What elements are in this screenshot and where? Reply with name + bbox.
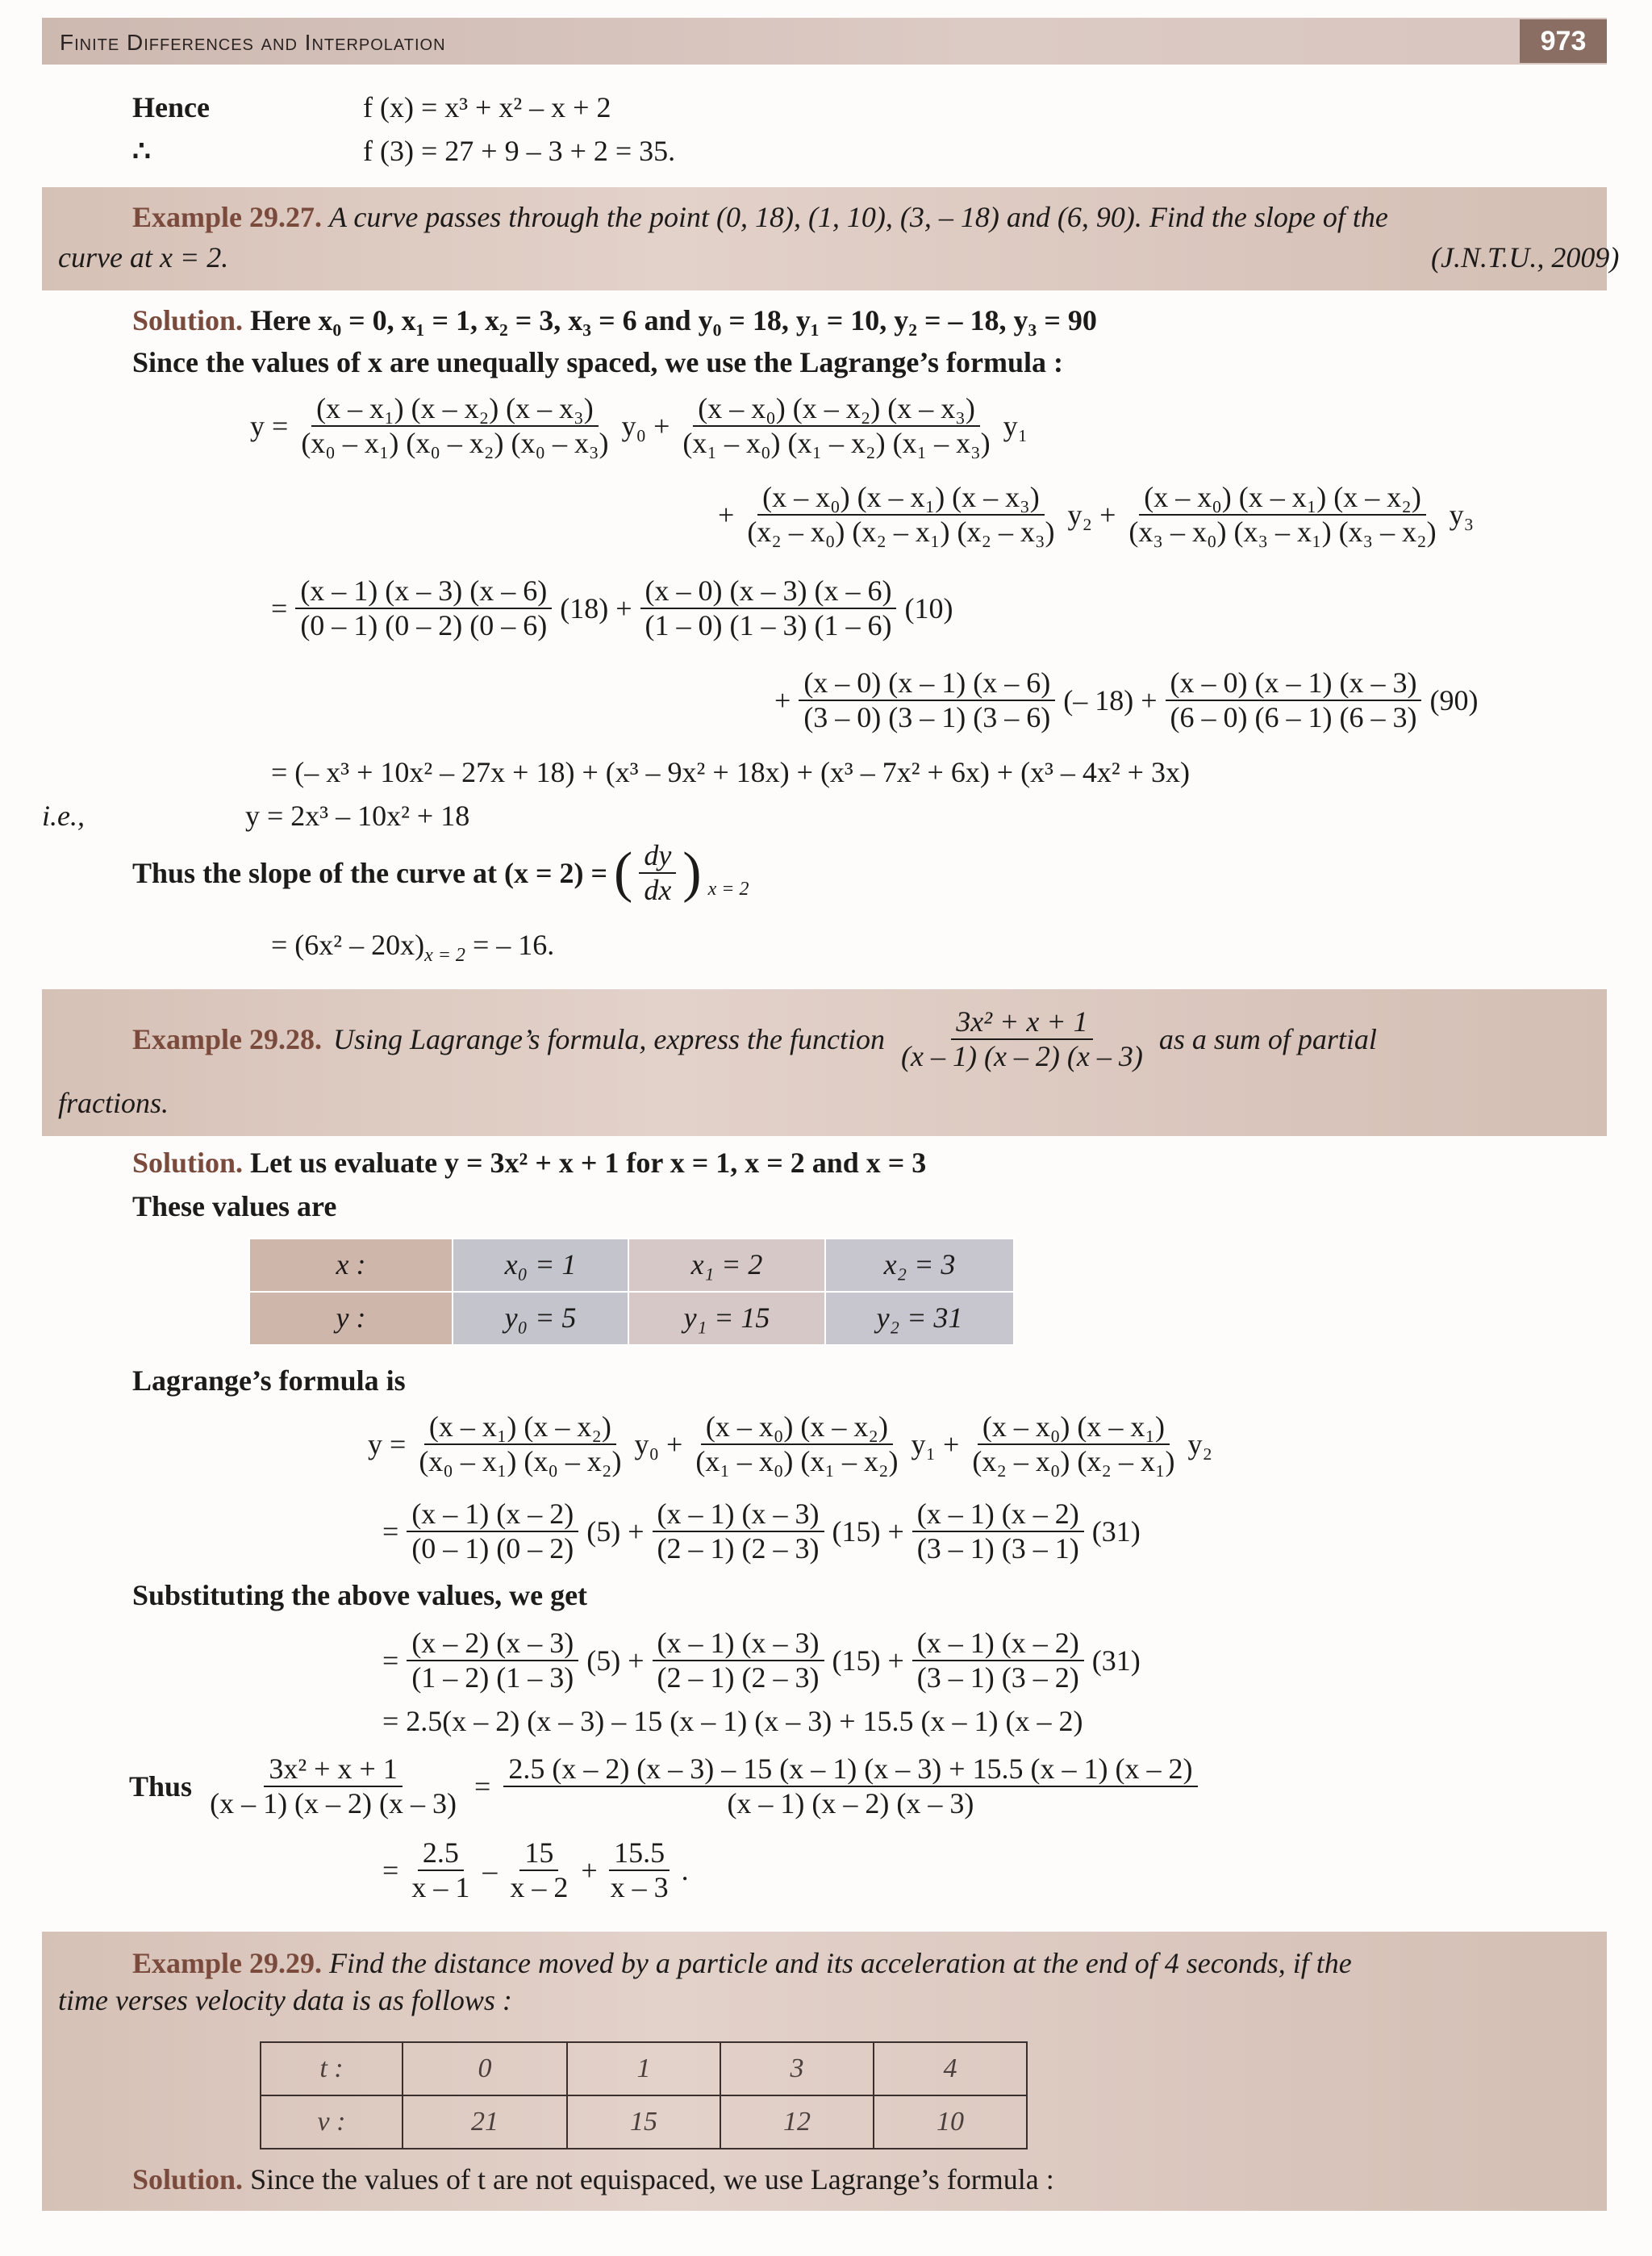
x-label-cell: x : (249, 1239, 453, 1292)
solution-29-text: Since the values of t are not equispaced, we use Lagrange’s formula : (250, 2163, 1054, 2195)
t-value-cell: 1 (567, 2042, 720, 2095)
fraction-term3 (742, 481, 1059, 549)
plus-sign: + (718, 498, 735, 531)
fraction-den: x – 1 (411, 1871, 470, 1904)
fraction-g1 (295, 574, 552, 643)
fraction-m1 (407, 1498, 578, 1566)
t-label-cell: t : (261, 2042, 403, 2095)
slope-text: Thus the slope of the curve at (x = 2) = (132, 856, 607, 889)
fraction-den: (6 – 0) (6 – 1) (6 – 3) (1170, 701, 1417, 734)
plus-sign: + (581, 1853, 598, 1886)
fraction-num: (x – 0) (x – 1) (x – 6) (799, 666, 1055, 701)
x-value-cell: x₀ = 1 (453, 1239, 628, 1292)
fraction-den: (x₀ – x₁) (x₀ – x₂) (x₀ – x₃) (301, 427, 609, 460)
t-value-cell: 0 (403, 2042, 567, 2095)
result-27: y = 2x³ – 10x² + 18 (245, 800, 470, 832)
fraction-num: (x – 2) (x – 3) (407, 1627, 578, 1661)
y-label-cell: y : (249, 1292, 453, 1345)
plus-sign: + (774, 683, 791, 716)
example-29-text2: time verses velocity data is as follows : (58, 1984, 512, 2016)
value-31: (31) (1091, 1644, 1141, 1677)
solution-29-label: Solution. (132, 2163, 244, 2195)
thus-label: Thus (129, 1769, 193, 1803)
fraction-den: (0 – 1) (0 – 2) (0 – 6) (300, 609, 548, 642)
fraction-den: (2 – 1) (2 – 3) (657, 1532, 820, 1565)
fraction-den: (3 – 1) (3 – 2) (916, 1661, 1079, 1694)
fraction-num: 3x² + x + 1 (951, 1005, 1092, 1040)
fraction-num: (x – x₀) (x – x₁) (x – x₃) (757, 481, 1045, 516)
substituted-27-row1 (271, 574, 953, 643)
example-29-text1: Find the distance moved by a particle and its acceleration at the end of 4 seconds, if the (329, 1947, 1352, 1979)
fraction-term2 (678, 392, 995, 461)
equals-sign: = (271, 591, 288, 625)
substituted-28-row2 (382, 1627, 1141, 1695)
value-31: (31) (1091, 1514, 1141, 1548)
fraction-den: (x – 1) (x – 2) (x – 3) (901, 1040, 1143, 1073)
these-values: These values are (132, 1190, 337, 1222)
y3-label: y₃ (1449, 498, 1475, 531)
fraction-num: 2.5 (418, 1836, 464, 1871)
dy-dx-fraction (639, 839, 676, 908)
fraction-den: (1 – 2) (1 – 3) (411, 1661, 574, 1694)
slope-subscript: x = 2 (424, 945, 465, 967)
solution-27-since: Since the values of x are unequally spaced, we use the Lagrange’s formula : (132, 346, 1063, 378)
y0-label: y₀ + (621, 409, 670, 442)
y1-label: y₁ (1003, 409, 1028, 442)
equals-sign: = (382, 1644, 399, 1677)
fraction-num: 3x² + x + 1 (264, 1753, 402, 1787)
slope-result: = – 16. (472, 929, 555, 961)
fraction-num: (x – x₀) (x – x₂) (701, 1410, 893, 1445)
fraction-s3 (912, 1627, 1084, 1695)
f3-expression: f (3) = 27 + 9 – 3 + 2 = 35. (363, 135, 676, 167)
table-row-y (249, 1292, 1014, 1345)
value-18: (18) + (560, 591, 632, 625)
partial-1 (407, 1836, 474, 1905)
t-value-cell: 3 (720, 2042, 874, 2095)
fraction-den: (x₁ – x₀) (x₁ – x₂) (x₁ – x₃) (682, 427, 991, 460)
values-table-28 (248, 1238, 1015, 1346)
example-28-line1 (132, 1005, 1377, 1074)
value-5: (5) + (586, 1644, 645, 1677)
fraction-num: (x – 1) (x – 3) (653, 1627, 824, 1661)
thus-line (129, 1753, 1198, 1821)
fraction-den: (x₂ – x₀) (x₂ – x₁) (972, 1445, 1175, 1478)
velocity-table (260, 2041, 1028, 2149)
fraction-num: (x – x₀) (x – x₁) (x – x₂) (1139, 481, 1426, 516)
x-value-cell: x₂ = 3 (825, 1239, 1014, 1292)
fraction-s1 (407, 1627, 578, 1695)
value-90: (90) (1429, 683, 1479, 716)
fraction-g2 (640, 574, 897, 643)
fraction-num: (x – 1) (x – 2) (912, 1498, 1084, 1532)
fraction-num: (x – x₁) (x – x₂) (424, 1410, 616, 1445)
fraction-g3 (799, 666, 1055, 735)
fraction-den: (x₁ – x₀) (x₁ – x₂) (695, 1445, 899, 1478)
value-10: (10) (904, 591, 953, 625)
fraction-term1 (296, 392, 613, 461)
value-5: (5) + (586, 1514, 645, 1548)
y0-label: y₀ + (634, 1427, 683, 1460)
fraction-den: (x₀ – x₁) (x₀ – x₂) (419, 1445, 622, 1478)
v-value-cell: 12 (720, 2095, 874, 2149)
fraction-den: (3 – 1) (3 – 1) (916, 1532, 1079, 1565)
solution-27-label: Solution. (132, 304, 244, 336)
fraction-den: (2 – 1) (2 – 3) (657, 1661, 820, 1694)
fraction-num: (x – 1) (x – 3) (x – 6) (295, 574, 552, 609)
dy: dy (639, 839, 676, 874)
example-28-text3: fractions. (58, 1087, 169, 1119)
expansion-28: = 2.5(x – 2) (x – 3) – 15 (x – 1) (x – 3) + 15.5 (x – 1) (x – 2) (382, 1705, 1083, 1737)
thus-rhs-fraction (503, 1753, 1197, 1821)
fraction-num: (x – x₁) (x – x₂) (x – x₃) (311, 392, 599, 427)
y-value-cell: y₁ = 15 (628, 1292, 825, 1345)
example-27-line1 (132, 200, 1388, 235)
v-value-cell: 10 (874, 2095, 1027, 2149)
y2-label: y₂ (1187, 1427, 1213, 1460)
thus-lhs-fraction (205, 1753, 461, 1821)
fraction-den: (3 – 0) (3 – 1) (3 – 6) (803, 701, 1051, 734)
fraction-den: x – 2 (510, 1871, 569, 1904)
fraction-l1 (414, 1410, 626, 1479)
fraction-m3 (912, 1498, 1084, 1566)
lagrange-28-row (368, 1410, 1212, 1479)
y-value-cell: y₀ = 5 (453, 1292, 628, 1345)
slope-line (132, 839, 749, 908)
example-27-label: Example 29.27. (132, 201, 323, 233)
substituted-27-row2 (774, 666, 1478, 735)
partial-3 (606, 1836, 674, 1905)
t-value-cell: 4 (874, 2042, 1027, 2095)
fraction-s2 (653, 1627, 824, 1695)
paren-open: ( (614, 842, 633, 904)
example-28-text2: as a sum of partial (1158, 1022, 1377, 1055)
equals-sign: = (474, 1769, 491, 1803)
fraction-den: (x₂ – x₀) (x₂ – x₁) (x₂ – x₃) (747, 516, 1055, 549)
equals-sign: = (382, 1853, 399, 1886)
y-equals: y = (250, 409, 289, 442)
chapter-title: Finite Differences and Interpolation (60, 30, 446, 55)
table-row-t (261, 2042, 1027, 2095)
slope-derivative: = (6x² – 20x) (271, 929, 425, 961)
fraction-num: (x – 0) (x – 3) (x – 6) (640, 574, 897, 609)
v-value-cell: 15 (567, 2095, 720, 2149)
v-label-cell: v : (261, 2095, 403, 2149)
fraction-m2 (653, 1498, 824, 1566)
fraction-num: 15.5 (609, 1836, 670, 1871)
slope-at-subscript: x = 2 (707, 878, 749, 900)
substituted-28-row (382, 1498, 1141, 1566)
fraction-l2 (690, 1410, 903, 1479)
fraction-den: (1 – 0) (1 – 3) (1 – 6) (645, 609, 892, 642)
solution-27-text: Here x₀ = 0, x₁ = 1, x₂ = 3, x₃ = 6 and y₀ = 18, y₁ = 10, y₂ = – 18, y₃ = 90 (250, 304, 1097, 336)
fx-expression: f (x) = x³ + x² – x + 2 (363, 91, 611, 123)
slope-value-line (271, 928, 554, 967)
y2-label: y₂ + (1067, 498, 1116, 531)
ie-label: i.e., (42, 800, 85, 832)
period: . (681, 1853, 689, 1886)
example-27-text1: A curve passes through the point (0, 18), (1, 10), (3, – 18) and (6, 90). Find the slope of the (329, 201, 1388, 233)
value-neg18: (– 18) + (1063, 683, 1158, 716)
fraction-num: 15 (519, 1836, 558, 1871)
example-28-label: Example 29.28. (132, 1022, 323, 1055)
table-row-v (261, 2095, 1027, 2149)
paren-close: ) (682, 842, 702, 904)
example-27-text2: curve at x = 2. (58, 241, 229, 274)
therefore-symbol: ∴ (132, 135, 151, 167)
fraction-num: (x – 1) (x – 2) (912, 1627, 1084, 1661)
fraction-g4 (1166, 666, 1422, 735)
formula-is: Lagrange’s formula is (132, 1364, 406, 1397)
minus-sign: – (482, 1853, 498, 1886)
lagrange-27-row1 (250, 392, 1028, 461)
fraction-num: (x – x₀) (x – x₁) (978, 1410, 1170, 1445)
fraction-num: (x – x₀) (x – x₂) (x – x₃) (693, 392, 980, 427)
x-value-cell: x₁ = 2 (628, 1239, 825, 1292)
fraction-den: (x – 1) (x – 2) (x – 3) (727, 1787, 974, 1820)
fraction-den: (x – 1) (x – 2) (x – 3) (210, 1787, 457, 1820)
solution-28-line (132, 1146, 926, 1180)
solution-27-line (132, 303, 1097, 338)
fraction-num: (x – 0) (x – 1) (x – 3) (1166, 666, 1422, 701)
equals-sign: = (382, 1514, 399, 1548)
fraction-num: (x – 1) (x – 2) (407, 1498, 578, 1532)
v-value-cell: 21 (403, 2095, 567, 2149)
dx: dx (644, 874, 672, 907)
partial-2 (505, 1836, 573, 1905)
example-28-function (896, 1005, 1148, 1074)
fraction-num: (x – 1) (x – 3) (653, 1498, 824, 1532)
table-row-x (249, 1239, 1014, 1292)
example-27-source: (J.N.T.U., 2009) (1431, 241, 1620, 274)
fraction-l3 (967, 1410, 1179, 1479)
example-28-text1: Using Lagrange’s formula, express the function (333, 1022, 885, 1055)
solution-28-text: Let us evaluate y = 3x² + x + 1 for x = 1, x = 2 and x = 3 (250, 1147, 927, 1179)
lagrange-27-row2 (718, 481, 1474, 549)
example-29-line1 (132, 1946, 1352, 1981)
partial-fractions (382, 1836, 689, 1905)
hence-label: Hence (132, 91, 210, 123)
fraction-num: 2.5 (x – 2) (x – 3) – 15 (x – 1) (x – 3) + 15.5 (x – 1) (x – 2) (503, 1753, 1197, 1787)
fraction-den: (x₃ – x₀) (x₃ – x₁) (x₃ – x₂) (1128, 516, 1437, 549)
y1-label: y₁ + (911, 1427, 960, 1460)
fraction-den: x – 3 (610, 1871, 669, 1904)
example-29-label: Example 29.29. (132, 1947, 323, 1979)
page-number: 973 (1520, 19, 1607, 63)
y-equals: y = (368, 1427, 407, 1460)
value-15: (15) + (832, 1514, 904, 1548)
solution-29-line (132, 2162, 1054, 2197)
expansion-27: = (– x³ + 10x² – 27x + 18) + (x³ – 9x² + 18x) + (x³ – 7x² + 6x) + (x³ – 4x² + 3x) (271, 756, 1190, 788)
fraction-term4 (1124, 481, 1441, 549)
solution-28-label: Solution. (132, 1147, 244, 1179)
fraction-den: (0 – 1) (0 – 2) (411, 1532, 574, 1565)
substituting-line: Substituting the above values, we get (132, 1579, 588, 1611)
y-value-cell: y₂ = 31 (825, 1292, 1014, 1345)
value-15: (15) + (832, 1644, 904, 1677)
